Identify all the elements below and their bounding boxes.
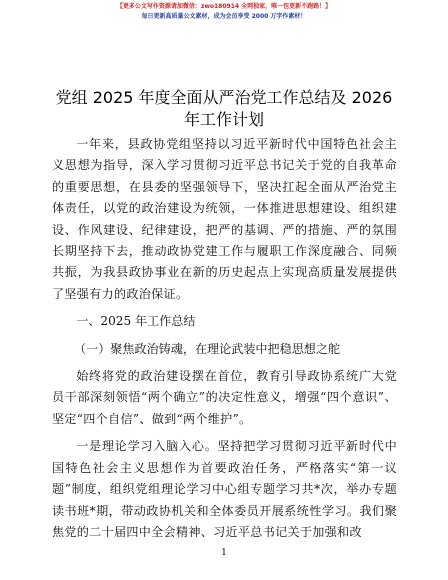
paragraph-political-building: 始终将党的政治建设摆在首位，教育引导政协系统广大党员干部深刻领悟“两个确立”的决定性意义，增强“四个意识”、坚定“四个自信”、做到“两个维护”。 — [52, 369, 397, 426]
intro-paragraph: 一年来，县政协党组坚持以习近平新时代中国特色社会主义思想为指导，深入学习贯彻习近平总书记关于党的自我革命的重要思想，在县委的坚强领导下，坚决扛起全面从严治党主体责任，以党的政治建设为统领，一体推进思想建设、组织建设、作风建设、纪律建设，把严的基调、严的措施、严的氛围长期坚持下去，推动政协党建工作与履职工作深度融合、同频共振，为我县政协事业在新的历史起点上实现高质量发展提供了坚强有力的政治保证。 — [52, 137, 397, 301]
subsection-heading: （一）聚焦政治铸魂，在理论武装中把稳思想之舵 — [74, 341, 341, 356]
document-title-line1: 党组 2025 年度全面从严治党工作总结及 2026 — [55, 88, 393, 107]
paragraph-theory-study: 一是理论学习入脑入心。坚持把学习贯彻习近平新时代中国特色社会主义思想作为首要政治任务，严格落实“第一议题”制度，组织党组理论学习中心组专题学习共*次，举办专题读书班*期，带动政协机关和全体委员开展系统性学习。我们聚焦党的二十届四中全会精神、习近平总书记关于加强和改 — [52, 439, 397, 539]
promo-banner — [0, 2, 448, 22]
promo-banner-line2: 每日更新高质量公文素材，成为会员享受 2000 万字作素材！ — [141, 13, 307, 20]
document-title — [0, 87, 448, 131]
document-title-line2: 年工作计划 — [183, 110, 264, 129]
document-body — [52, 134, 397, 549]
promo-banner-line1: 【更多公文写作资源请加微信：zwo180914 全网独家，唯一包更新不跑路！】 — [116, 3, 332, 10]
page-number: 1 — [221, 548, 227, 558]
section-heading: 一、2025 年工作总结 — [76, 314, 196, 329]
